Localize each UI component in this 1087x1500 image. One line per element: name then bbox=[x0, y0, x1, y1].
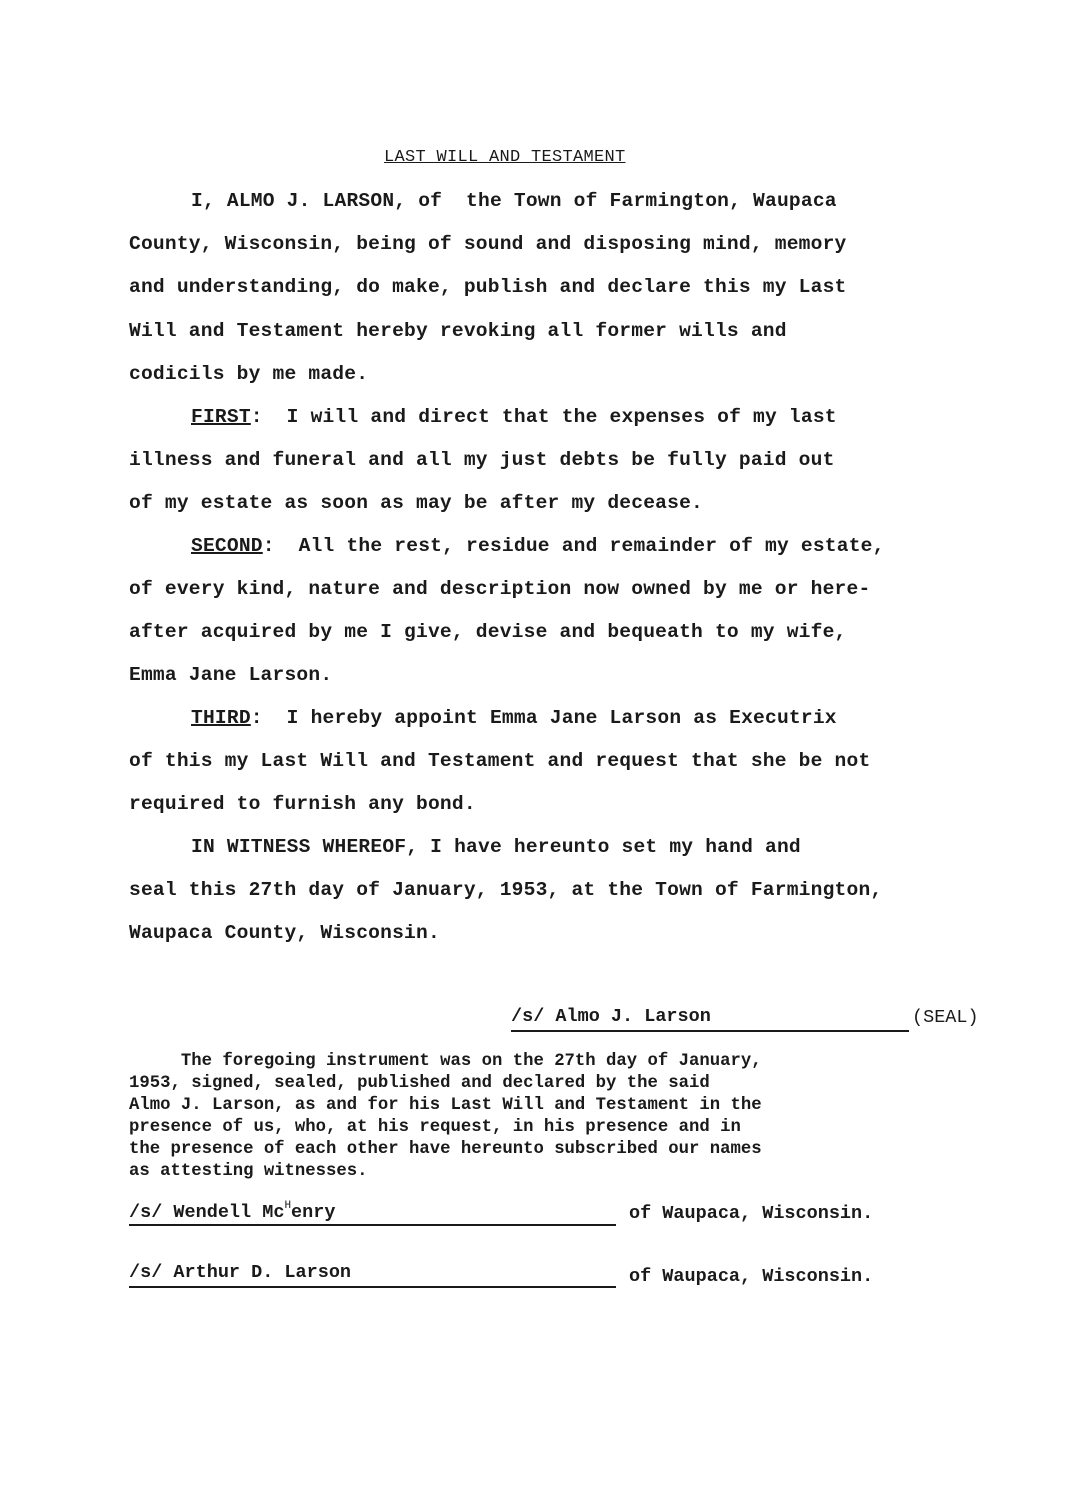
third-line: : I hereby appoint Emma Jane Larson as Executrix bbox=[250, 707, 837, 729]
first-label: FIRST bbox=[191, 406, 251, 428]
first-line: of my estate as soon as may be after my decease. bbox=[129, 492, 703, 514]
witness-signature: /s/ Wendell Mc bbox=[129, 1202, 285, 1223]
witness-line: seal this 27th day of January, 1953, at the Town of Farmington, bbox=[129, 879, 883, 901]
witness-residence: of Waupaca, Wisconsin. bbox=[629, 1203, 874, 1224]
second-line: after acquired by me I give, devise and bequeath to my wife, bbox=[129, 621, 847, 643]
testator-signature-line bbox=[511, 1006, 909, 1032]
third-clause bbox=[191, 707, 837, 729]
document-title: LAST WILL AND TESTAMENT bbox=[384, 148, 626, 167]
witness-signature: enry bbox=[291, 1202, 336, 1223]
second-line: Emma Jane Larson. bbox=[129, 664, 333, 686]
second-clause bbox=[191, 535, 885, 557]
second-label: SECOND bbox=[191, 535, 263, 557]
third-line: of this my Last Will and Testament and request that she be not bbox=[129, 750, 871, 772]
second-line: : All the rest, residue and remainder of my estate, bbox=[262, 535, 885, 557]
attestation-line: Almo J. Larson, as and for his Last Will and Testament in the bbox=[129, 1096, 762, 1115]
attestation-line: presence of us, who, at his request, in his presence and in bbox=[129, 1118, 741, 1137]
witness-signature-superscript: H bbox=[284, 1200, 292, 1212]
witness-signature-line bbox=[129, 1262, 616, 1288]
first-line: illness and funeral and all my just debts be fully paid out bbox=[129, 449, 835, 471]
attestation-line: as attesting witnesses. bbox=[129, 1162, 368, 1181]
intro-line: and understanding, do make, publish and declare this my Last bbox=[129, 276, 847, 298]
third-line: required to furnish any bond. bbox=[129, 793, 476, 815]
first-clause bbox=[191, 406, 837, 428]
third-label: THIRD bbox=[191, 707, 251, 729]
seal-mark: (SEAL) bbox=[912, 1007, 979, 1028]
witness-line: Waupaca County, Wisconsin. bbox=[129, 922, 440, 944]
intro-line: County, Wisconsin, being of sound and disposing mind, memory bbox=[129, 233, 847, 255]
witness-signature-line bbox=[129, 1200, 616, 1226]
testator-signature: /s/ Almo J. Larson bbox=[511, 1006, 711, 1027]
witness-signature: /s/ Arthur D. Larson bbox=[129, 1262, 352, 1283]
witness-residence: of Waupaca, Wisconsin. bbox=[629, 1266, 874, 1287]
attestation-line: 1953, signed, sealed, published and declared by the said bbox=[129, 1074, 710, 1093]
witness-line: IN WITNESS WHEREOF, I have hereunto set my hand and bbox=[191, 836, 801, 858]
second-line: of every kind, nature and description now owned by me or here- bbox=[129, 578, 871, 600]
intro-line: codicils by me made. bbox=[129, 363, 369, 385]
intro-line: I, ALMO J. LARSON, of the Town of Farmington, Waupaca bbox=[191, 190, 837, 212]
intro-line: Will and Testament hereby revoking all former wills and bbox=[129, 320, 787, 342]
attestation-line: the presence of each other have hereunto subscribed our names bbox=[129, 1140, 762, 1159]
attestation-line: The foregoing instrument was on the 27th day of January, bbox=[129, 1052, 762, 1071]
first-line: : I will and direct that the expenses of my last bbox=[250, 406, 837, 428]
